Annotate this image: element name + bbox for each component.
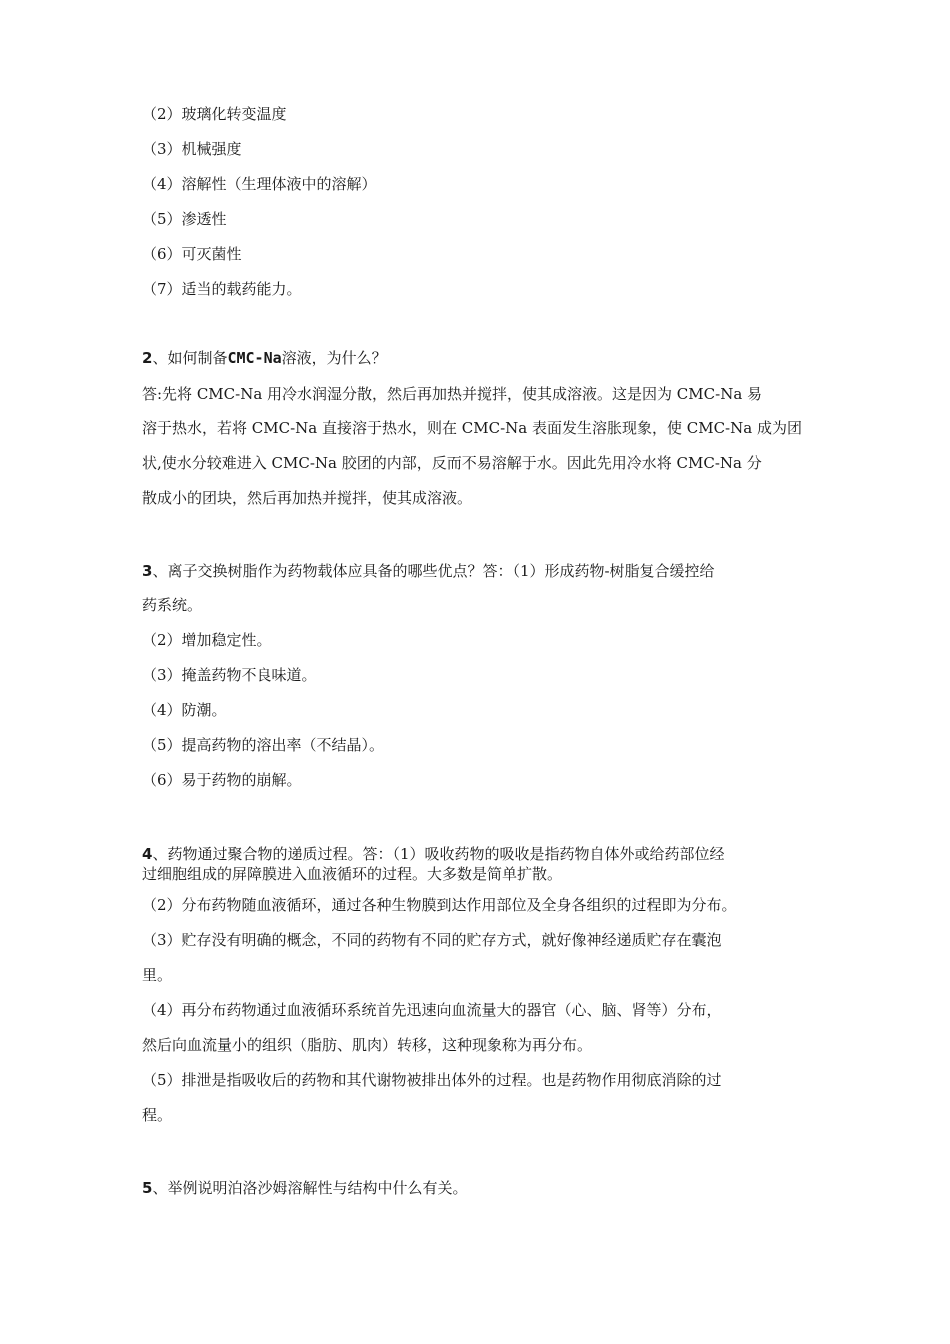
question-number: 4	[142, 845, 153, 863]
list-item: （4）防潮。	[142, 701, 227, 719]
list-item: （2）玻璃化转变温度	[142, 105, 287, 123]
list-item: （6）可灭菌性	[142, 245, 242, 263]
answer-line: 程。	[142, 1106, 173, 1124]
question-4-title	[142, 844, 725, 864]
list-item: （7）适当的载药能力。	[142, 280, 302, 298]
answer-line: 散成小的团块，然后再加热并搅拌，使其成溶液。	[142, 489, 473, 507]
question-title-cont: 过细胞组成的屏障膜进入血液循环的过程。大多数是简单扩散。	[142, 865, 563, 883]
answer-line: （4）再分布药物通过血液循环系统首先迅速向血流量大的器官（心、脑、肾等）分布，	[142, 1001, 722, 1019]
answer-line: 里。	[142, 966, 173, 984]
question-title-cont: 药系统。	[142, 596, 203, 614]
question-title-post: 溶液，为什么？	[281, 349, 387, 367]
list-item: （3）掩盖药物不良味道。	[142, 666, 317, 684]
answer-line: 答:先将 CMC-Na 用冷水润湿分散，然后再加热并搅拌，使其成溶液。这是因为 CMC-Na 易	[142, 385, 763, 403]
answer-line: 溶于热水，若将 CMC-Na 直接溶于热水，则在 CMC-Na 表面发生溶胀现象，使 CMC-Na 成为团	[142, 419, 802, 437]
answer-line: （3）贮存没有明确的概念，不同的药物有不同的贮存方式，就好像神经递质贮存在囊泡	[142, 931, 722, 949]
question-title: 、举例说明泊洛沙姆溶解性与结构中什么有关。	[152, 1179, 468, 1197]
question-title: 、离子交换树脂作为药物载体应具备的哪些优点？答：（1）形成药物-树脂复合缓控给	[152, 562, 715, 580]
question-title-pre: 、如何制备	[152, 349, 228, 367]
list-item: （5）渗透性	[142, 210, 227, 228]
question-3-title	[142, 561, 715, 581]
question-number: 5	[142, 1179, 153, 1197]
question-title: 、药物通过聚合物的递质过程。答：（1）吸收药物的吸收是指药物自体外或给药部位经	[152, 845, 725, 863]
answer-line: （5）排泄是指吸收后的药物和其代谢物被排出体外的过程。也是药物作用彻底消除的过	[142, 1071, 722, 1089]
question-number: 2	[142, 349, 153, 367]
answer-line: 状,使水分较难进入 CMC-Na 胶团的内部，反而不易溶解于水。因此先用冷水将 CMC-Na 分	[142, 454, 762, 472]
question-2-title	[142, 348, 387, 368]
list-item: （2）增加稳定性。	[142, 631, 272, 649]
list-item: （6）易于药物的崩解。	[142, 771, 302, 789]
answer-line: 然后向血流量小的组织（脂肪、肌肉）转移，这种现象称为再分布。	[142, 1036, 593, 1054]
list-item: （4）溶解性（生理体液中的溶解）	[142, 175, 377, 193]
answer-line: （2）分布药物随血液循环，通过各种生物膜到达作用部位及全身各组织的过程即为分布。	[142, 896, 737, 914]
list-item: （5）提高药物的溶出率（不结晶）。	[142, 736, 385, 754]
question-5-title	[142, 1178, 467, 1198]
question-title-bold: CMC-Na	[227, 349, 282, 367]
list-item: （3）机械强度	[142, 140, 242, 158]
question-number: 3	[142, 562, 153, 580]
